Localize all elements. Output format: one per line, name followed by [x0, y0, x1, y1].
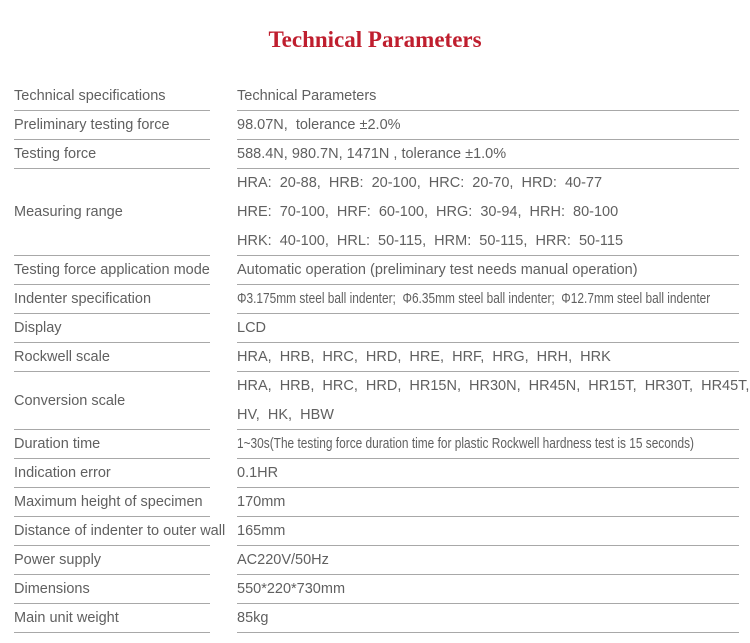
row-value: [237, 343, 739, 372]
table-row: [14, 372, 750, 430]
row-value: [237, 285, 739, 314]
row-label: Main unit weight: [14, 604, 210, 633]
value-text: 98.07N, tolerance ±2.0%: [237, 116, 401, 133]
value-text: AC220V/50Hz: [237, 551, 329, 568]
table-row: [14, 314, 739, 343]
column-gap: [210, 140, 237, 169]
row-label: Preliminary testing force: [14, 111, 210, 140]
value-text: HRA, HRB, HRC, HRD, HR15N, HR30N, HR45N, HR15T, HR30T, HR45T,: [237, 377, 750, 394]
table-row: [14, 604, 739, 633]
row-value: [237, 517, 739, 546]
row-label: Display: [14, 314, 210, 343]
value-text: Φ3.175mm steel ball indenter; Φ6.35mm steel ball indenter; Φ12.7mm steel ball indenter: [237, 290, 711, 307]
table-row: [14, 430, 739, 459]
row-value: [237, 430, 739, 459]
page-title: Technical Parameters: [268, 27, 482, 52]
column-gap: [210, 314, 237, 343]
table-row: [14, 575, 739, 604]
row-label: Duration time: [14, 430, 210, 459]
row-value: [237, 82, 739, 111]
value-text: Automatic operation (preliminary test needs manual operation): [237, 261, 638, 278]
table-row: [14, 285, 739, 314]
row-value: [237, 140, 739, 169]
value-text: HV, HK, HBW: [237, 406, 334, 423]
table-row: [14, 82, 739, 111]
value-text: 0.1HR: [237, 464, 279, 481]
column-gap: [210, 82, 237, 111]
row-value: [237, 604, 739, 633]
value-text: 165mm: [237, 522, 286, 539]
table-row: [14, 488, 739, 517]
column-gap: [210, 488, 237, 517]
value-text: 550*220*730mm: [237, 580, 346, 597]
row-value: [237, 459, 739, 488]
value-text: HRK: 40-100, HRL: 50-115, HRM: 50-115, HRR: 50-115: [237, 232, 624, 249]
row-value: [237, 488, 739, 517]
row-label: Distance of indenter to outer wall: [14, 517, 210, 546]
row-value: [237, 314, 739, 343]
table-row: [14, 169, 739, 256]
column-gap: [210, 256, 237, 285]
row-label: Indenter specification: [14, 285, 210, 314]
table-row: [14, 517, 739, 546]
table-row: [14, 140, 739, 169]
row-label: Conversion scale: [14, 372, 210, 430]
value-text: Technical Parameters: [237, 87, 377, 104]
row-value: [237, 546, 739, 575]
value-text: LCD: [237, 319, 267, 336]
column-gap: [210, 372, 237, 430]
table-row: [14, 546, 739, 575]
column-gap: [210, 459, 237, 488]
value-text: 170mm: [237, 493, 286, 510]
table-row: [14, 256, 739, 285]
row-label: Indication error: [14, 459, 210, 488]
row-label: Testing force application mode: [14, 256, 210, 285]
row-label: Rockwell scale: [14, 343, 210, 372]
row-value: [237, 372, 750, 430]
value-text: 1~30s(The testing force duration time for plastic Rockwell hardness test is 15 seconds): [237, 435, 694, 452]
value-text: 85kg: [237, 609, 269, 626]
row-value: [237, 169, 739, 256]
table-row: [14, 459, 739, 488]
row-label: Measuring range: [14, 169, 210, 256]
table-row: [14, 111, 739, 140]
column-gap: [210, 430, 237, 459]
row-value: [237, 111, 739, 140]
row-value: [237, 256, 739, 285]
value-text: HRA, HRB, HRC, HRD, HRE, HRF, HRG, HRH, HRK: [237, 348, 611, 365]
column-gap: [210, 517, 237, 546]
row-label: Power supply: [14, 546, 210, 575]
value-text: 588.4N, 980.7N, 1471N , tolerance ±1.0%: [237, 145, 507, 162]
row-label: Testing force: [14, 140, 210, 169]
row-label: Maximum height of specimen: [14, 488, 210, 517]
column-gap: [210, 343, 237, 372]
row-label: Technical specifications: [14, 82, 210, 111]
table-row: [14, 343, 739, 372]
column-gap: [210, 285, 237, 314]
column-gap: [210, 575, 237, 604]
column-gap: [210, 169, 237, 256]
column-gap: [210, 546, 237, 575]
row-label: Dimensions: [14, 575, 210, 604]
column-gap: [210, 111, 237, 140]
value-text: HRE: 70-100, HRF: 60-100, HRG: 30-94, HRH: 80-100: [237, 203, 619, 220]
spec-table: [14, 82, 750, 633]
column-gap: [210, 604, 237, 633]
value-text: HRA: 20-88, HRB: 20-100, HRC: 20-70, HRD: 40-77: [237, 174, 603, 191]
row-value: [237, 575, 739, 604]
